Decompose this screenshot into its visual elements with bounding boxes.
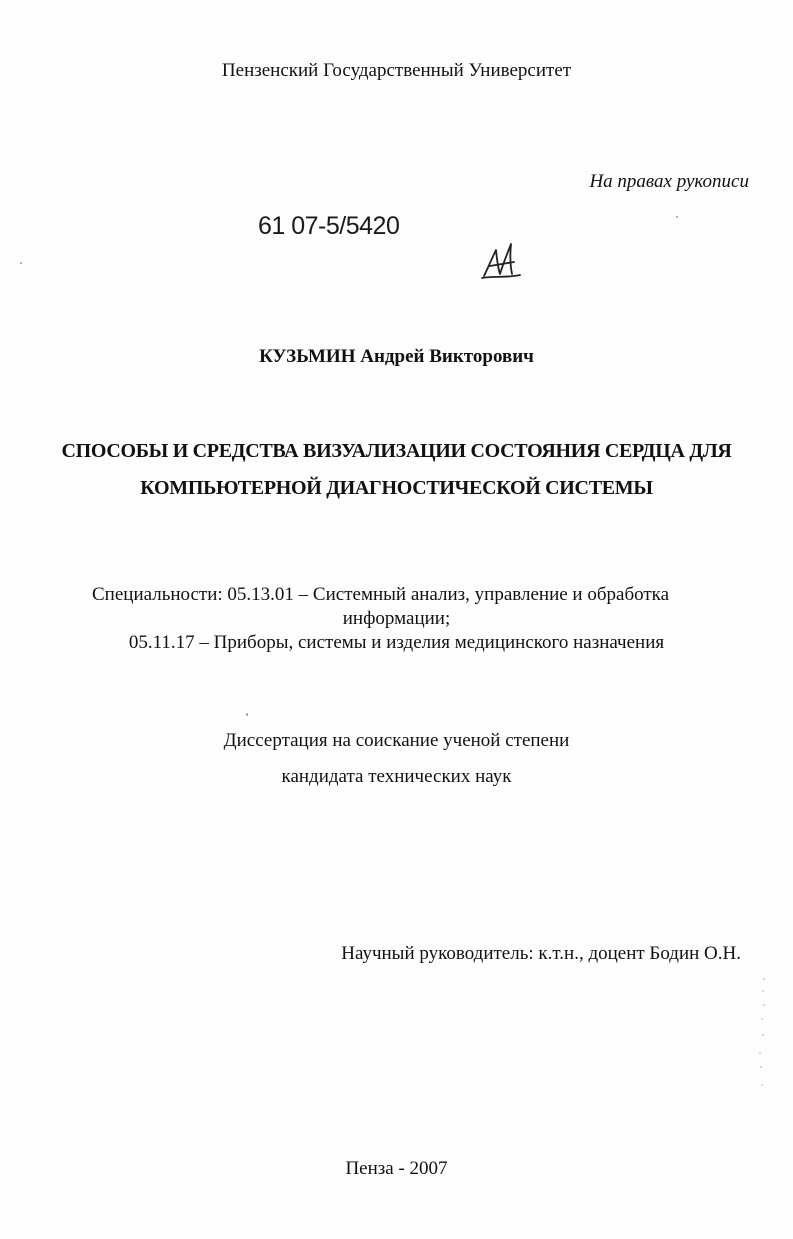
author-given-name: Андрей Викторович [360, 346, 534, 367]
specialty-line-1: Специальности: 05.13.01 – Системный анализ, управление и обработка [92, 584, 670, 605]
scan-speck [676, 216, 678, 218]
manuscript-rights-note: На правах рукописи [589, 171, 749, 192]
scan-edge-artifact [752, 975, 768, 1095]
specialty-line-1-continuation: информации; [342, 608, 451, 629]
dissertation-title-line-2: КОМПЬЮТЕРНОЙ ДИАГНОСТИЧЕСКОЙ СИСТЕМЫ [140, 477, 653, 499]
scientific-supervisor: Научный руководитель: к.т.н., доцент Бодин О.Н. [341, 943, 741, 964]
city-and-year: Пенза - 2007 [345, 1158, 448, 1179]
degree-statement-line-1: Диссертация на соискание ученой степени [223, 730, 570, 751]
specialty-line-2: 05.11.17 – Приборы, системы и изделия медицинского назначения [128, 632, 665, 653]
author-surname: КУЗЬМИН [259, 346, 356, 367]
scan-speck [20, 262, 22, 264]
university-name: Пензенский Государственный Университет [221, 60, 572, 81]
dissertation-title-line-1: СПОСОБЫ И СРЕДСТВА ВИЗУАЛИЗАЦИИ СОСТОЯНИЯ СЕРДЦА ДЛЯ [61, 440, 732, 462]
scan-speck [246, 713, 248, 716]
handwritten-signature-mark-icon [480, 240, 522, 280]
degree-statement-line-2: кандидата технических наук [281, 766, 512, 787]
author-full-name [0, 346, 793, 368]
archive-number-stamp: 61 07-5/5420 [258, 212, 400, 240]
